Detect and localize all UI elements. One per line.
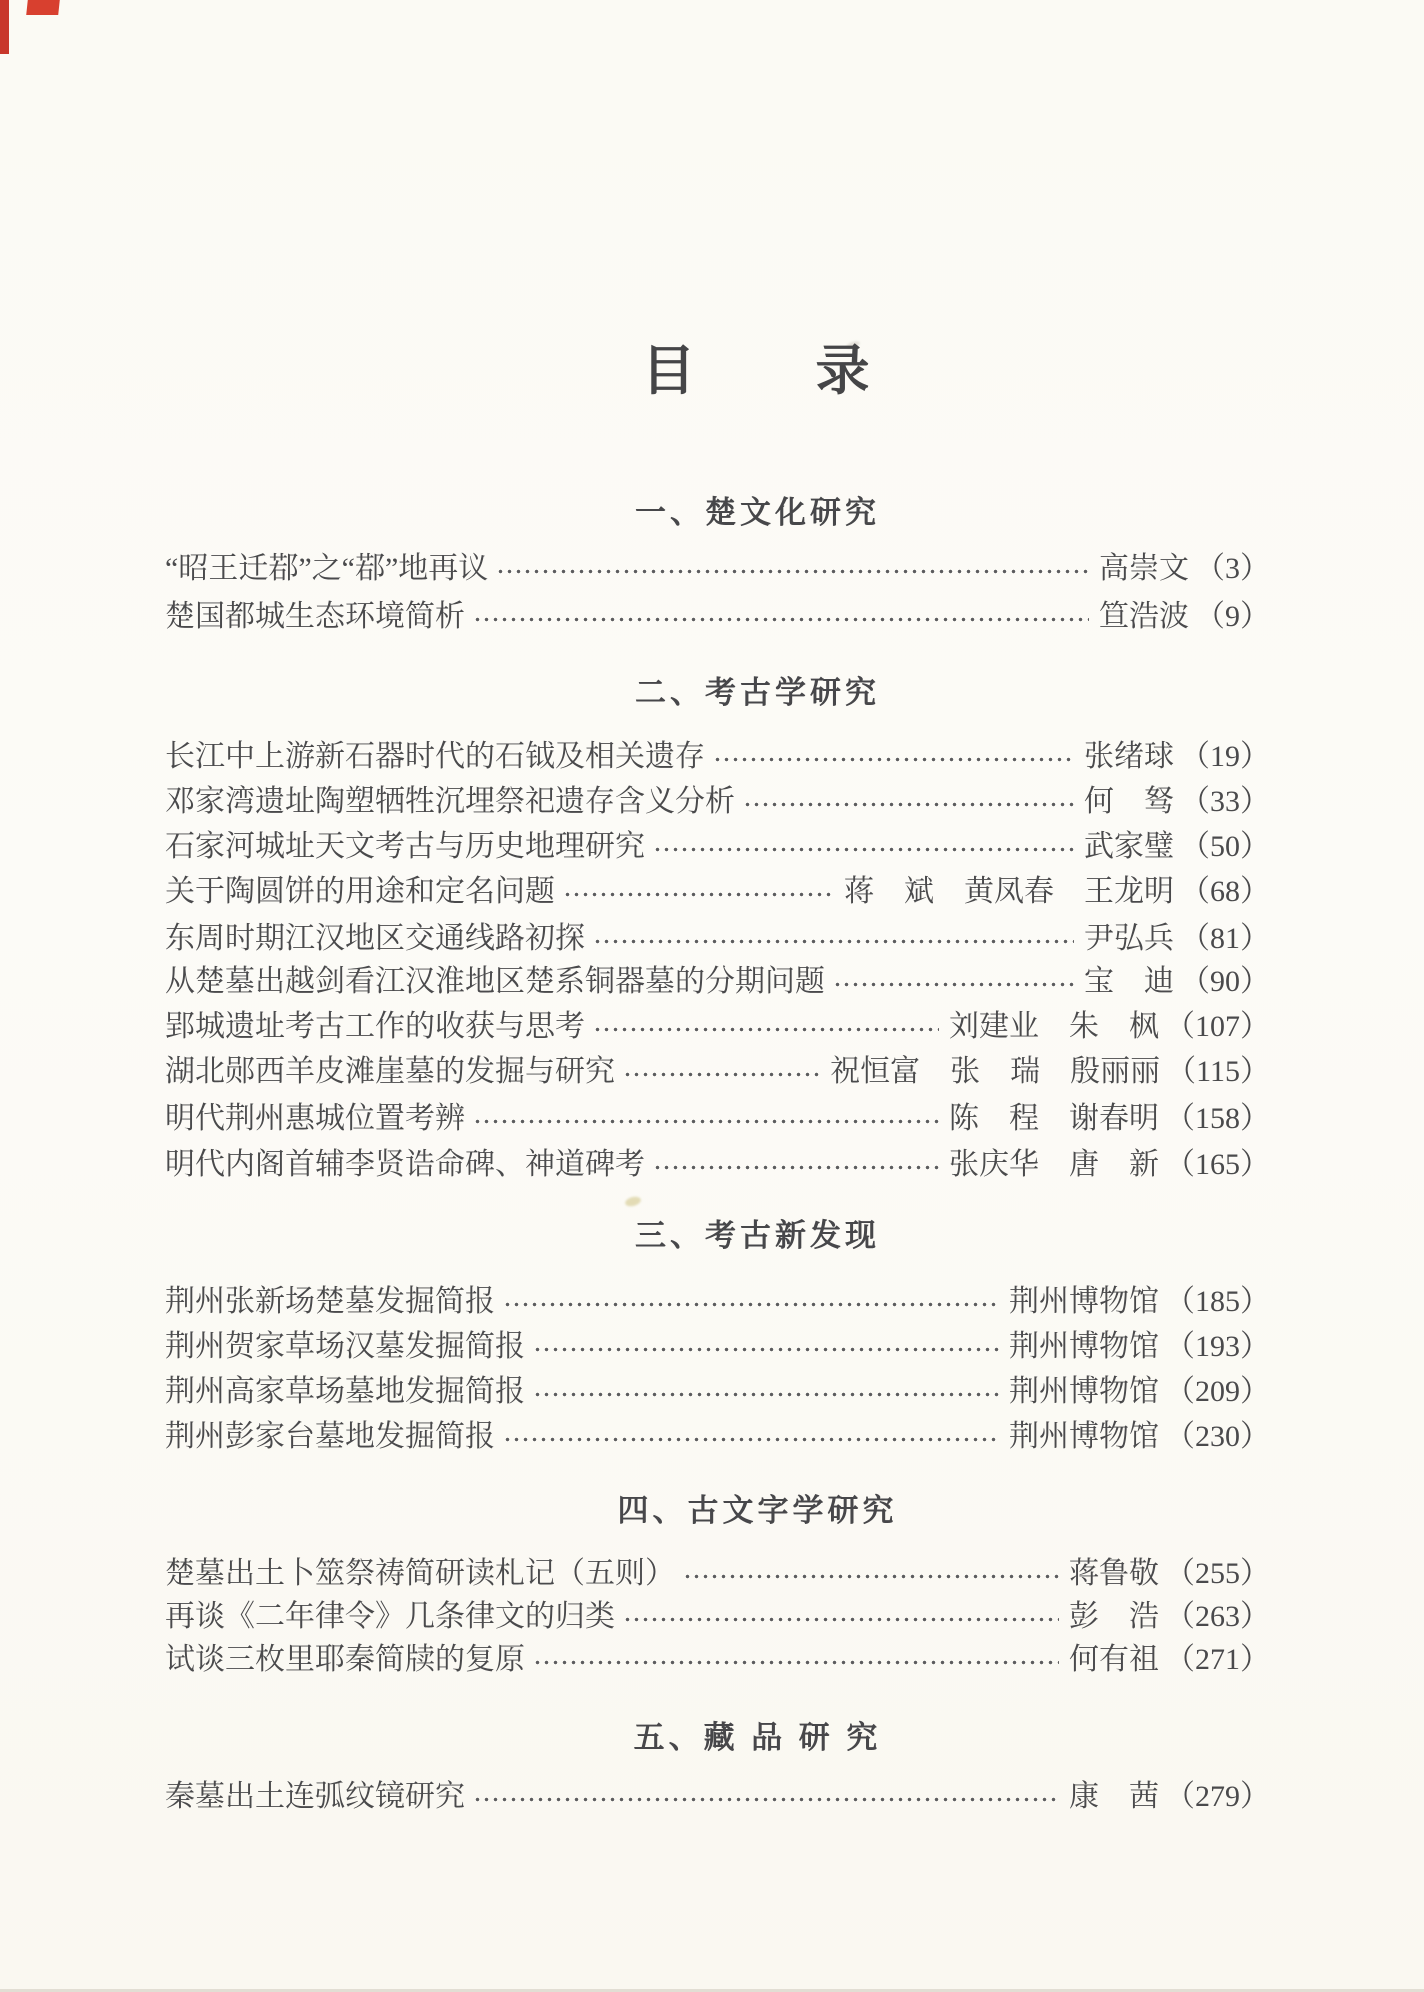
toc-entry-authors: 刘建业 朱 枫 (949, 1010, 1159, 1043)
toc-entry-page: （193） (1165, 1330, 1270, 1363)
toc-entry-page: （263） (1165, 1600, 1270, 1633)
toc-entry-page: （165） (1165, 1148, 1270, 1181)
dot-leader (711, 738, 1074, 776)
toc-entry-page: （19） (1180, 740, 1270, 773)
toc-entry-title: 明代荆州惠城位置考辨 (165, 1102, 465, 1135)
toc-entry-page: （230） (1165, 1420, 1270, 1453)
toc-entry-page: （68） (1180, 875, 1270, 908)
toc-entry-title: 湖北郧西羊皮滩崖墓的发掘与研究 (165, 1055, 615, 1088)
toc-entry-page: （90） (1180, 965, 1270, 998)
toc-entry (165, 1641, 1270, 1679)
toc-entry (165, 598, 1270, 636)
toc-entry-page: （255） (1165, 1557, 1270, 1590)
toc-entry-title: 荆州张新场楚墓发掘简报 (165, 1285, 495, 1318)
dot-leader (591, 1008, 939, 1046)
toc-entry-page: （107） (1165, 1010, 1270, 1043)
toc-entry-title: 从楚墓出越剑看江汉淮地区楚系铜器墓的分期问题 (165, 965, 825, 998)
toc-entry-title: 试谈三枚里耶秦简牍的复原 (165, 1643, 525, 1676)
toc-entry-title: 邓家湾遗址陶塑牺牲沉埋祭祀遗存含义分析 (165, 785, 735, 818)
toc-entry (165, 1146, 1270, 1184)
toc-entry (165, 1418, 1270, 1456)
toc-entry-page: （209） (1165, 1375, 1270, 1408)
toc-entry-authors: 陈 程 谢春明 (949, 1102, 1159, 1135)
section-heading-4: 四、古文字学研究 (617, 1493, 898, 1528)
toc-entry-authors: 高崇文 (1099, 552, 1189, 585)
paper-smudge (624, 1195, 642, 1208)
dot-leader (471, 1100, 939, 1138)
toc-entry-page: （185） (1165, 1285, 1270, 1318)
toc-entry (165, 783, 1270, 821)
section-heading-3: 三、考古新发现 (635, 1218, 880, 1253)
toc-entry (165, 828, 1270, 866)
dot-leader (531, 1373, 999, 1411)
dot-leader (501, 1283, 999, 1321)
dot-leader (501, 1418, 999, 1456)
toc-entry-page: （279） (1165, 1780, 1270, 1813)
dot-leader (471, 1778, 1059, 1816)
toc-entry-page: （33） (1180, 785, 1270, 818)
dot-leader (681, 1555, 1059, 1593)
toc-entry-title: 郢城遗址考古工作的收获与思考 (165, 1010, 585, 1043)
toc-entry-page: （81） (1180, 922, 1270, 955)
section-heading-5: 五、藏 品 研 究 (633, 1720, 882, 1755)
toc-entry-authors: 祝恒富 张 瑞 殷丽丽 (830, 1055, 1161, 1088)
toc-entry-authors: 何有祖 (1069, 1643, 1159, 1676)
toc-entry (165, 738, 1270, 776)
toc-entry-page: （158） (1165, 1102, 1270, 1135)
toc-entry-authors: 荆州博物馆 (1009, 1375, 1159, 1408)
toc-entry-authors: 荆州博物馆 (1009, 1420, 1159, 1453)
toc-entry-authors: 蒋鲁敬 (1069, 1557, 1159, 1590)
toc-entry (165, 1008, 1270, 1046)
toc-entry (165, 1373, 1270, 1411)
toc-entry (165, 963, 1270, 1001)
toc-entry-title: 明代内阁首辅李贤诰命碑、神道碑考 (165, 1148, 645, 1181)
toc-entry (165, 550, 1270, 588)
dot-leader (831, 963, 1074, 1001)
toc-entry (165, 1053, 1270, 1091)
toc-entry (165, 920, 1270, 958)
dot-leader (621, 1598, 1059, 1636)
toc-entry-authors: 张绪球 (1084, 740, 1174, 773)
dot-leader (741, 783, 1074, 821)
toc-entry-title: 长江中上游新石器时代的石钺及相关遗存 (165, 740, 705, 773)
dot-leader (621, 1053, 820, 1091)
dot-leader (591, 920, 1074, 958)
toc-entry (165, 1778, 1270, 1816)
toc-entry-title: 秦墓出土连弧纹镜研究 (165, 1780, 465, 1813)
page-title: 目 录 (641, 341, 874, 401)
toc-entry-title: 楚墓出土卜筮祭祷简研读札记（五则） (165, 1557, 675, 1590)
toc-entry-authors: 尹弘兵 (1084, 922, 1174, 955)
dot-leader (531, 1328, 999, 1366)
toc-entry (165, 873, 1270, 911)
toc-entry-title: 荆州贺家草场汉墓发掘简报 (165, 1330, 525, 1363)
toc-entry-authors: 笪浩波 (1099, 600, 1189, 633)
toc-entry-authors: 张庆华 唐 新 (949, 1148, 1159, 1181)
toc-entry-authors: 彭 浩 (1069, 1600, 1159, 1633)
toc-entry-authors: 宝 迪 (1084, 965, 1174, 998)
dot-leader (651, 828, 1074, 866)
toc-entry-authors: 武家璧 (1084, 830, 1174, 863)
toc-entry (165, 1598, 1270, 1636)
toc-entry-title: 石家河城址天文考古与历史地理研究 (165, 830, 645, 863)
toc-entry-title: 东周时期江汉地区交通线路初探 (165, 922, 585, 955)
toc-entry-page: （115） (1166, 1055, 1270, 1088)
toc-entry-title: 再谈《二年律令》几条律文的归类 (165, 1600, 615, 1633)
toc-entry-page: （3） (1195, 552, 1270, 585)
section-heading-2: 二、考古学研究 (635, 675, 880, 710)
binding-mark-left (0, 0, 9, 54)
toc-entry-authors: 蒋 斌 黄凤春 王龙明 (844, 875, 1174, 908)
toc-entry (165, 1100, 1270, 1138)
binding-mark-top (26, 0, 60, 15)
toc-entry-page: （50） (1180, 830, 1270, 863)
toc-entry (165, 1328, 1270, 1366)
toc-entry-title: “昭王迁鄀”之“鄀”地再议 (165, 552, 489, 585)
toc-entry-authors: 康 茜 (1069, 1780, 1159, 1813)
toc-entry-page: （9） (1195, 600, 1270, 633)
toc-entry-authors: 何 驽 (1084, 785, 1174, 818)
toc-entry-title: 关于陶圆饼的用途和定名问题 (165, 875, 555, 908)
dot-leader (494, 550, 1089, 588)
dot-leader (471, 598, 1089, 636)
dot-leader (561, 873, 834, 911)
toc-entry (165, 1555, 1270, 1593)
toc-entry-page: （271） (1165, 1643, 1270, 1676)
dot-leader (531, 1641, 1059, 1679)
toc-entry (165, 1283, 1270, 1321)
section-heading-1: 一、楚文化研究 (635, 495, 880, 530)
toc-entry-title: 荆州彭家台墓地发掘简报 (165, 1420, 495, 1453)
toc-entry-authors: 荆州博物馆 (1009, 1285, 1159, 1318)
toc-entry-authors: 荆州博物馆 (1009, 1330, 1159, 1363)
toc-entry-title: 楚国都城生态环境简析 (165, 600, 465, 633)
dot-leader (651, 1146, 939, 1184)
toc-entry-title: 荆州高家草场墓地发掘简报 (165, 1375, 525, 1408)
